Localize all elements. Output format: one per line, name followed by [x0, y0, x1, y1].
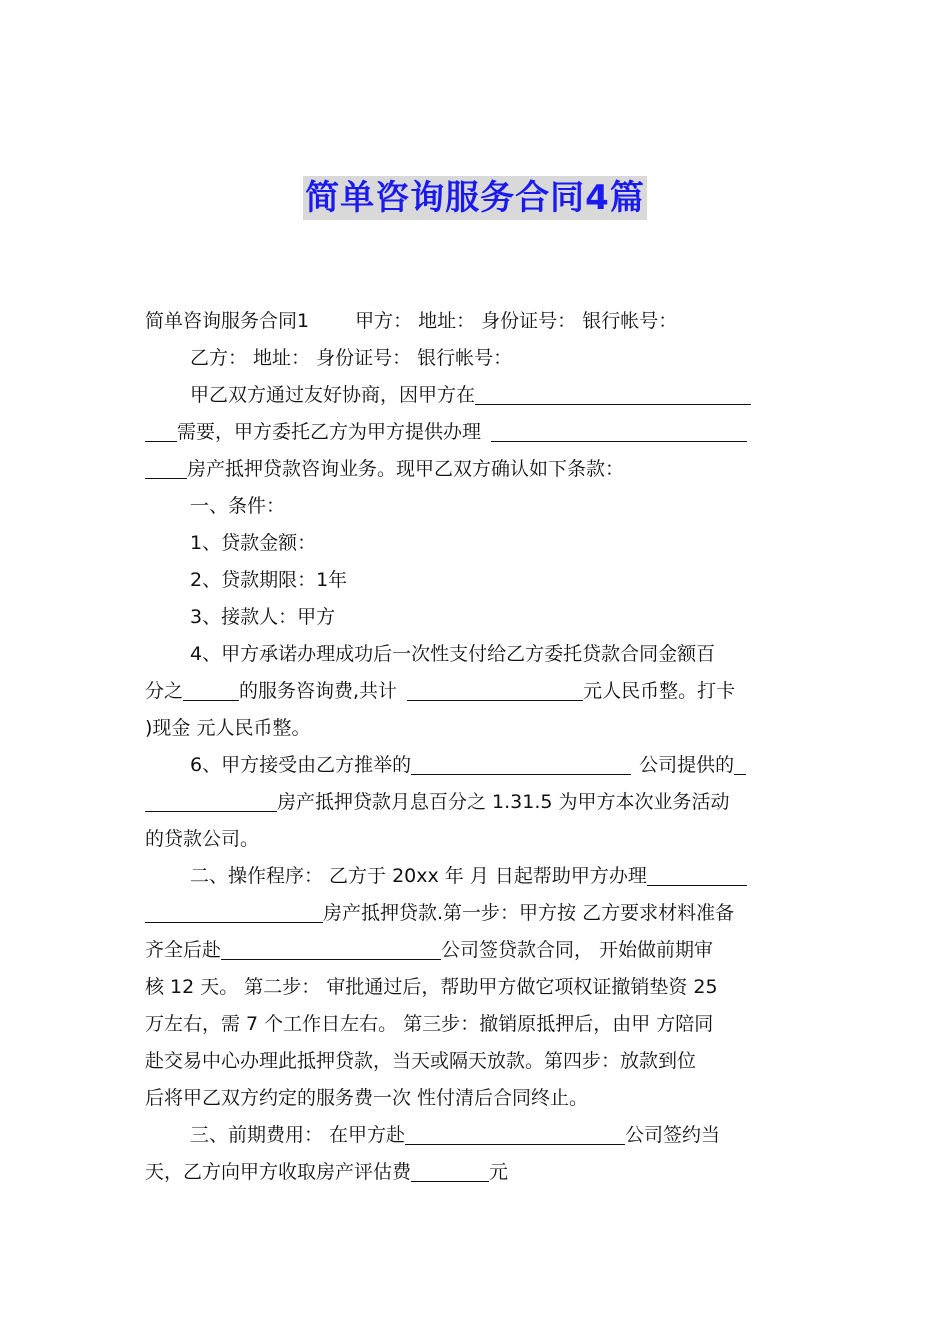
- text-entrust: 需要，甲方委托乙方为甲方提供办理: [177, 421, 482, 443]
- line-fee: [145, 673, 808, 710]
- clause-text: 房产抵押贷款月息百分之 1.31.5 为甲方本次业务活动: [277, 791, 730, 813]
- line-section-1: [145, 488, 808, 525]
- blank-field: [405, 1122, 625, 1145]
- line-appraisal-fee: [145, 1154, 808, 1191]
- clause-text: 齐全后赴: [145, 939, 222, 961]
- clause-text: 公司签贷款合同， 开始做前期审: [441, 939, 714, 961]
- line-section-3: [145, 1117, 808, 1154]
- line-business: [145, 451, 808, 488]
- document-title: 简单咨询服务合同4篇: [305, 178, 645, 218]
- line-party-a: [145, 303, 808, 340]
- blank-field: [411, 752, 631, 775]
- blank-field: [145, 900, 323, 923]
- text-intro: 甲乙双方通过友好协商，因甲方在: [190, 384, 476, 406]
- line-step-3b: [145, 1043, 808, 1080]
- line-step-4: [145, 1080, 808, 1117]
- blank-field: [411, 1159, 489, 1182]
- line-cash: [145, 710, 808, 747]
- clause-text: 元人民币整。打卡: [583, 680, 736, 702]
- blank-field: [183, 678, 239, 701]
- clause-text: 1、贷款金额：: [190, 532, 317, 554]
- section-heading: 二、操作程序： 乙方于 20xx 年 月 日起帮助甲方办理: [190, 865, 647, 887]
- line-sign-loan: [145, 932, 808, 969]
- blank-field: [475, 382, 751, 405]
- title-wrap: [0, 176, 950, 220]
- line-step-2: [145, 969, 808, 1006]
- clause-text: 6、甲方接受由乙方推举的: [190, 754, 412, 776]
- line-entrust: [145, 414, 808, 451]
- section-heading: 一、条件：: [190, 495, 286, 517]
- section-heading: 三、前期费用： 在甲方赴: [190, 1124, 406, 1146]
- clause-text: 公司提供的: [639, 754, 735, 776]
- line-step-1: [145, 895, 808, 932]
- line-loan-amount: [145, 525, 808, 562]
- line-clause-4: [145, 636, 808, 673]
- clause-text: 房产抵押贷款.第一步：甲方按 乙方要求材料准备: [323, 902, 735, 924]
- line-recipient: [145, 599, 808, 636]
- party-b-fields: 乙方： 地址： 身份证号： 银行帐号：: [190, 347, 513, 369]
- clause-text: 的服务咨询费,共计: [239, 680, 398, 702]
- clause-text: 分之: [145, 680, 184, 702]
- document-body: [145, 303, 808, 1191]
- text-business: 房产抵押贷款咨询业务。现甲乙双方确认如下条款：: [187, 458, 625, 480]
- blank-field: [145, 419, 177, 442]
- contract-heading: 简单咨询服务合同1: [145, 310, 310, 332]
- party-a-fields: 甲方： 地址： 身份证号： 银行帐号：: [355, 310, 678, 332]
- line-intro: [145, 377, 808, 414]
- clause-text: 万左右，需 7 个工作日左右。 第三步：撤销原抵押后，由甲 方陪同: [145, 1013, 714, 1035]
- clause-text: 后将甲乙双方约定的服务费一次 性付清后合同终止。: [145, 1087, 589, 1109]
- line-interest: [145, 784, 808, 821]
- clause-text: 天，乙方向甲方收取房产评估费: [145, 1161, 412, 1183]
- blank-field: [734, 752, 746, 775]
- clause-text: 核 12 天。 第二步： 审批通过后，帮助甲方做它项权证撤销垫资 25: [145, 976, 718, 998]
- blank-field: [491, 419, 747, 442]
- clause-text: 3、接款人：甲方: [190, 606, 336, 628]
- blank-field: [145, 789, 277, 812]
- line-clause-6: [145, 747, 808, 784]
- line-party-b: [145, 340, 808, 377]
- clause-text: 公司签约当: [625, 1124, 721, 1146]
- line-step-3: [145, 1006, 808, 1043]
- clause-text: 2、贷款期限：1年: [190, 569, 348, 591]
- blank-field: [647, 863, 747, 886]
- clause-text: 的贷款公司。: [145, 828, 260, 850]
- line-section-2: [145, 858, 808, 895]
- clause-text: 元: [489, 1161, 509, 1183]
- clause-text: )现金 元人民币整。: [145, 717, 311, 739]
- clause-text: 4、甲方承诺办理成功后一次性支付给乙方委托贷款合同金额百: [190, 643, 716, 665]
- blank-field: [145, 456, 187, 479]
- blank-field: [407, 678, 583, 701]
- clause-text: 赴交易中心办理此抵押贷款，当天或隔天放款。第四步：放款到位: [145, 1050, 697, 1072]
- line-loan-term: [145, 562, 808, 599]
- line-loan-company: [145, 821, 808, 858]
- blank-field: [221, 937, 441, 960]
